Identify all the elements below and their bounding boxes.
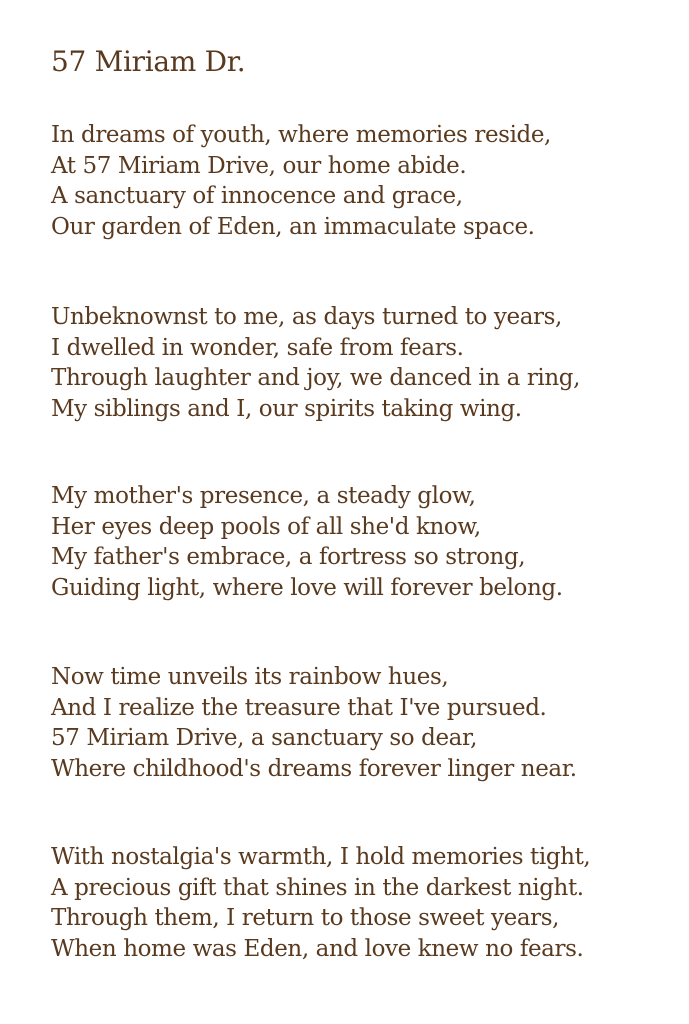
poem-line: Unbeknownst to me, as days turned to years, [51, 304, 562, 330]
poem-line: Now time unveils its rainbow hues, [51, 664, 449, 690]
stanza-4 [51, 662, 577, 784]
poem-line: A precious gift that shines in the darkest night. [51, 874, 584, 901]
poem-line: Her eyes deep pools of all she'd know, [51, 513, 481, 540]
poem-line: With nostalgia's warmth, I hold memories tight, [51, 844, 591, 870]
poem-line: My father's embrace, a fortress so strong, [51, 544, 526, 570]
poem-line: My siblings and I, our spirits taking wing. [51, 395, 522, 422]
stanza-3 [51, 481, 563, 603]
poem-line: Guiding light, where love will forever belong. [51, 574, 563, 601]
poem-line: My mother's presence, a steady glow, [51, 483, 476, 509]
poem-line: I dwelled in wonder, safe from fears. [51, 334, 464, 361]
stanza-5 [51, 842, 590, 964]
poem-line: Our garden of Eden, an immaculate space. [51, 213, 535, 240]
stanza-2 [51, 302, 580, 424]
poem-line: A sanctuary of innocence and grace, [51, 183, 463, 209]
poem-line: And I realize the treasure that I've pursued. [51, 694, 547, 721]
poem-line: At 57 Miriam Drive, our home abide. [51, 152, 467, 179]
stanza-1 [51, 120, 551, 242]
poem-line: In dreams of youth, where memories reside, [51, 122, 551, 148]
poem-line: 57 Miriam Drive, a sanctuary so dear, [51, 725, 477, 751]
poem-title: 57 Miriam Dr. [51, 45, 246, 78]
poem-line: Through them, I return to those sweet years, [51, 905, 560, 931]
poem-line: Through laughter and joy, we danced in a ring, [51, 365, 581, 391]
poem-line: Where childhood's dreams forever linger near. [51, 755, 577, 782]
poem-line: When home was Eden, and love knew no fears. [51, 935, 584, 962]
